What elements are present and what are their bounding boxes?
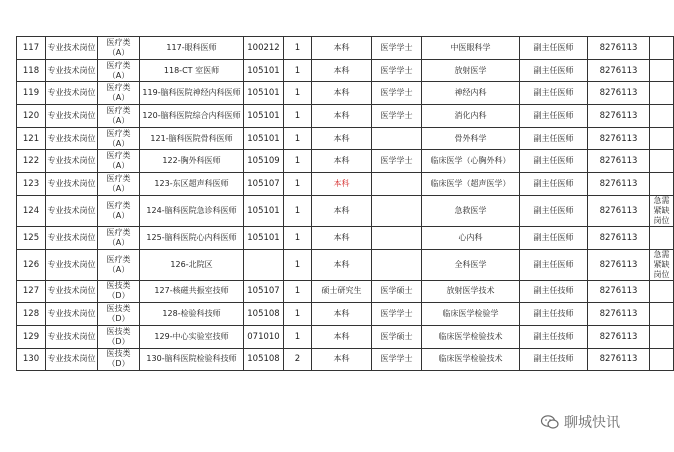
- cell-title: 副主任医师: [520, 59, 588, 82]
- cell-note: [650, 348, 674, 371]
- cell-edu: 本科: [312, 150, 372, 173]
- cell-degree: 医学学士: [372, 105, 422, 128]
- cell-count: 1: [284, 105, 312, 128]
- table-row: [17, 150, 674, 173]
- cell-type: 专业技术岗位: [46, 150, 98, 173]
- cell-cat: 医疗类（A）: [98, 82, 140, 105]
- cell-title: 副主任医师: [520, 173, 588, 196]
- cell-title: 副主任医师: [520, 195, 588, 226]
- table-row: [17, 325, 674, 348]
- cell-cat: 医疗类（A）: [98, 195, 140, 226]
- cell-phone: 8276113: [588, 303, 650, 326]
- cell-no: 121: [17, 127, 46, 150]
- cell-code: [244, 249, 284, 280]
- cell-code: 105101: [244, 195, 284, 226]
- table-row: [17, 82, 674, 105]
- cell-code: 105101: [244, 105, 284, 128]
- cell-count: 1: [284, 303, 312, 326]
- cell-cat: 医技类（D）: [98, 325, 140, 348]
- cell-note: 急需紧缺岗位: [650, 195, 674, 226]
- wechat-icon: [540, 414, 560, 430]
- cell-code: 105101: [244, 226, 284, 249]
- cell-post: 126-北院区: [140, 249, 244, 280]
- cell-major: 放射医学: [422, 59, 520, 82]
- cell-count: 1: [284, 37, 312, 60]
- cell-count: 2: [284, 348, 312, 371]
- cell-edu: 本科: [312, 127, 372, 150]
- cell-cat: 医技类（D）: [98, 280, 140, 303]
- cell-no: 118: [17, 59, 46, 82]
- cell-post: 121-脑科医院骨科医师: [140, 127, 244, 150]
- cell-degree: 医学学士: [372, 82, 422, 105]
- cell-degree: 医学硕士: [372, 280, 422, 303]
- cell-note: [650, 37, 674, 60]
- cell-count: 1: [284, 226, 312, 249]
- cell-post: 123-东区超声科医师: [140, 173, 244, 196]
- cell-title: 副主任医师: [520, 150, 588, 173]
- cell-edu: 本科: [312, 325, 372, 348]
- cell-note: [650, 226, 674, 249]
- cell-major: 临床医学（心胸外科）: [422, 150, 520, 173]
- table-row: [17, 195, 674, 226]
- cell-major: 神经内科: [422, 82, 520, 105]
- cell-degree: 医学硕士: [372, 325, 422, 348]
- cell-phone: 8276113: [588, 59, 650, 82]
- table-row: [17, 348, 674, 371]
- cell-note: [650, 82, 674, 105]
- cell-note: [650, 280, 674, 303]
- table-row: [17, 280, 674, 303]
- cell-edu: 本科: [312, 348, 372, 371]
- job-table: [16, 36, 674, 371]
- cell-post: 127-核磁共振室技师: [140, 280, 244, 303]
- cell-degree: 医学学士: [372, 37, 422, 60]
- cell-major: 急救医学: [422, 195, 520, 226]
- cell-phone: 8276113: [588, 325, 650, 348]
- cell-phone: 8276113: [588, 150, 650, 173]
- cell-count: 1: [284, 325, 312, 348]
- cell-code: 105108: [244, 303, 284, 326]
- cell-title: 副主任技师: [520, 303, 588, 326]
- cell-title: 副主任技师: [520, 348, 588, 371]
- cell-major: 临床医学检验技术: [422, 348, 520, 371]
- cell-note: 急需紧缺岗位: [650, 249, 674, 280]
- cell-post: 120-脑科医院综合内科医师: [140, 105, 244, 128]
- cell-post: 124-脑科医院急诊科医师: [140, 195, 244, 226]
- cell-edu: 本科: [312, 226, 372, 249]
- cell-no: 130: [17, 348, 46, 371]
- cell-major: 临床医学检验技术: [422, 325, 520, 348]
- cell-code: 105101: [244, 82, 284, 105]
- cell-type: 专业技术岗位: [46, 82, 98, 105]
- cell-cat: 医疗类（A）: [98, 105, 140, 128]
- cell-edu: 本科: [312, 59, 372, 82]
- cell-phone: 8276113: [588, 348, 650, 371]
- cell-edu: 本科: [312, 82, 372, 105]
- cell-post: 130-脑科医院检验科技师: [140, 348, 244, 371]
- cell-no: 117: [17, 37, 46, 60]
- cell-code: 105101: [244, 59, 284, 82]
- cell-no: 125: [17, 226, 46, 249]
- cell-phone: 8276113: [588, 127, 650, 150]
- cell-phone: 8276113: [588, 37, 650, 60]
- cell-type: 专业技术岗位: [46, 348, 98, 371]
- cell-title: 副主任医师: [520, 127, 588, 150]
- cell-code: 105108: [244, 348, 284, 371]
- table-row: [17, 226, 674, 249]
- cell-count: 1: [284, 173, 312, 196]
- cell-count: 1: [284, 280, 312, 303]
- cell-edu: 本科: [312, 303, 372, 326]
- cell-code: 105107: [244, 280, 284, 303]
- cell-degree: [372, 195, 422, 226]
- cell-phone: 8276113: [588, 226, 650, 249]
- cell-post: 129-中心实验室技师: [140, 325, 244, 348]
- cell-degree: 医学学士: [372, 348, 422, 371]
- cell-cat: 医疗类（A）: [98, 150, 140, 173]
- cell-phone: 8276113: [588, 105, 650, 128]
- cell-note: [650, 105, 674, 128]
- cell-note: [650, 173, 674, 196]
- cell-no: 124: [17, 195, 46, 226]
- cell-no: 123: [17, 173, 46, 196]
- table-row: [17, 249, 674, 280]
- cell-cat: 医疗类（A）: [98, 59, 140, 82]
- cell-no: 122: [17, 150, 46, 173]
- cell-note: [650, 127, 674, 150]
- cell-degree: [372, 127, 422, 150]
- cell-type: 专业技术岗位: [46, 59, 98, 82]
- table-row: [17, 127, 674, 150]
- cell-type: 专业技术岗位: [46, 195, 98, 226]
- cell-title: 副主任医师: [520, 226, 588, 249]
- cell-cat: 医疗类（A）: [98, 37, 140, 60]
- cell-post: 118-CT 室医师: [140, 59, 244, 82]
- cell-post: 117-眼科医师: [140, 37, 244, 60]
- cell-no: 119: [17, 82, 46, 105]
- cell-type: 专业技术岗位: [46, 127, 98, 150]
- table-row: [17, 37, 674, 60]
- cell-major: 临床医学检验学: [422, 303, 520, 326]
- cell-cat: 医疗类（A）: [98, 249, 140, 280]
- cell-major: 临床医学（超声医学）: [422, 173, 520, 196]
- cell-edu: 本科: [312, 195, 372, 226]
- cell-cat: 医技类（D）: [98, 303, 140, 326]
- cell-code: 105101: [244, 127, 284, 150]
- cell-degree: 医学学士: [372, 303, 422, 326]
- cell-count: 1: [284, 127, 312, 150]
- cell-title: 副主任医师: [520, 105, 588, 128]
- cell-cat: 医疗类（A）: [98, 173, 140, 196]
- cell-title: 副主任医师: [520, 82, 588, 105]
- cell-degree: 医学学士: [372, 59, 422, 82]
- cell-type: 专业技术岗位: [46, 325, 98, 348]
- cell-type: 专业技术岗位: [46, 173, 98, 196]
- cell-note: [650, 325, 674, 348]
- cell-no: 129: [17, 325, 46, 348]
- cell-no: 126: [17, 249, 46, 280]
- cell-phone: 8276113: [588, 82, 650, 105]
- cell-note: [650, 303, 674, 326]
- cell-major: 全科医学: [422, 249, 520, 280]
- cell-edu: 本科: [312, 249, 372, 280]
- cell-note: [650, 150, 674, 173]
- watermark-text: 聊城快讯: [564, 415, 620, 431]
- cell-post: 119-脑科医院神经内科医师: [140, 82, 244, 105]
- cell-major: 心内科: [422, 226, 520, 249]
- cell-edu: 本科: [312, 37, 372, 60]
- cell-title: 副主任医师: [520, 249, 588, 280]
- table-row: [17, 303, 674, 326]
- cell-phone: 8276113: [588, 195, 650, 226]
- cell-major: 中医眼科学: [422, 37, 520, 60]
- cell-major: 消化内科: [422, 105, 520, 128]
- cell-post: 128-检验科技师: [140, 303, 244, 326]
- cell-edu: 本科: [312, 105, 372, 128]
- cell-degree: 医学学士: [372, 150, 422, 173]
- cell-cat: 医疗类（A）: [98, 226, 140, 249]
- cell-title: 副主任医师: [520, 37, 588, 60]
- cell-count: 1: [284, 150, 312, 173]
- cell-degree: [372, 249, 422, 280]
- cell-type: 专业技术岗位: [46, 226, 98, 249]
- cell-no: 120: [17, 105, 46, 128]
- cell-count: 1: [284, 195, 312, 226]
- cell-note: [650, 59, 674, 82]
- cell-phone: 8276113: [588, 280, 650, 303]
- cell-post: 125-脑科医院心内科医师: [140, 226, 244, 249]
- cell-count: 1: [284, 59, 312, 82]
- cell-major: 放射医学技术: [422, 280, 520, 303]
- cell-code: 105107: [244, 173, 284, 196]
- cell-cat: 医疗类（A）: [98, 127, 140, 150]
- cell-degree: [372, 226, 422, 249]
- cell-title: 副主任技师: [520, 325, 588, 348]
- table-row: [17, 105, 674, 128]
- cell-type: 专业技术岗位: [46, 303, 98, 326]
- cell-code: 100212: [244, 37, 284, 60]
- cell-post: 122-胸外科医师: [140, 150, 244, 173]
- cell-edu: 本科: [312, 173, 372, 196]
- cell-title: 副主任技师: [520, 280, 588, 303]
- watermark: [540, 412, 620, 432]
- cell-code: 071010: [244, 325, 284, 348]
- cell-type: 专业技术岗位: [46, 37, 98, 60]
- cell-no: 128: [17, 303, 46, 326]
- cell-type: 专业技术岗位: [46, 105, 98, 128]
- cell-count: 1: [284, 82, 312, 105]
- cell-cat: 医技类（D）: [98, 348, 140, 371]
- cell-no: 127: [17, 280, 46, 303]
- cell-type: 专业技术岗位: [46, 280, 98, 303]
- table-row: [17, 59, 674, 82]
- cell-type: 专业技术岗位: [46, 249, 98, 280]
- table-row: [17, 173, 674, 196]
- cell-degree: [372, 173, 422, 196]
- cell-code: 105109: [244, 150, 284, 173]
- cell-phone: 8276113: [588, 249, 650, 280]
- cell-edu: 硕士研究生: [312, 280, 372, 303]
- cell-major: 骨外科学: [422, 127, 520, 150]
- cell-phone: 8276113: [588, 173, 650, 196]
- cell-count: 1: [284, 249, 312, 280]
